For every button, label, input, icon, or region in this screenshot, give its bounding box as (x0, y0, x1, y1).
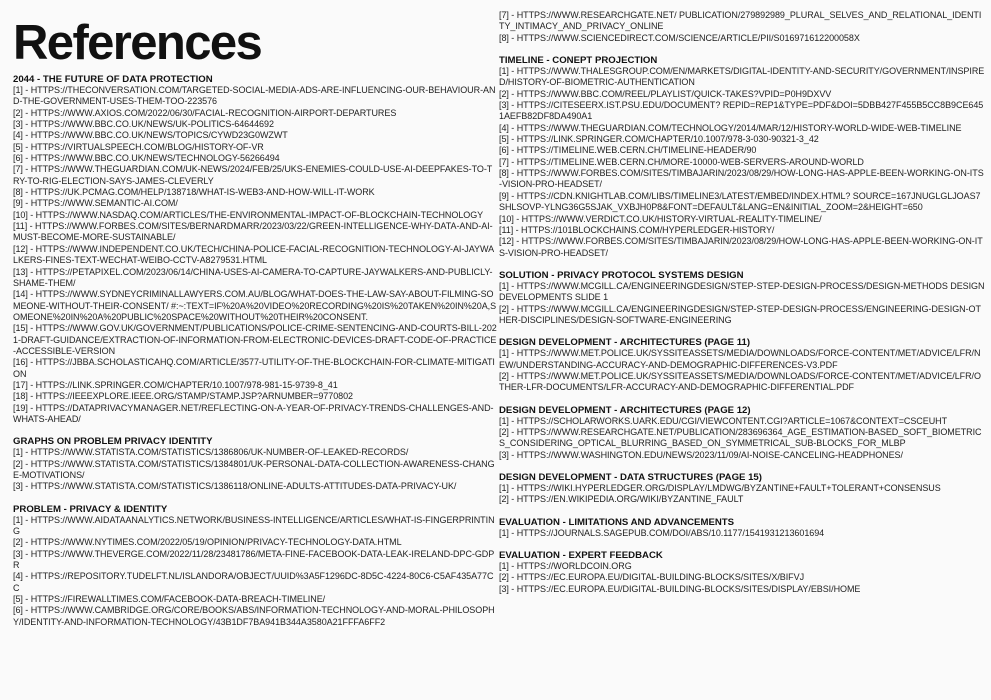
reference-section-design-development-architectures-page-12 (499, 405, 986, 461)
reference-list (499, 66, 986, 259)
section-heading: PROBLEM - PRIVACY & IDENTITY (13, 503, 168, 515)
reference-link[interactable]: [18] - HTTPS://IEEEXPLORE.IEEE.ORG/STAMP/STAMP.JSP?ARNUMBER=9770802 (13, 391, 354, 402)
reference-section-continued (499, 10, 986, 44)
reference-link[interactable]: [13] - HTTPS://PETAPIXEL.COM/2023/06/14/CHINA-USES-AI-CAMERA-TO-CAPTURE-JAYWALKERS-AND-PUBLICLY-SHAME-THEM/ (13, 266, 493, 288)
reference-list (499, 561, 986, 595)
reference-link[interactable]: [17] - HTTPS://LINK.SPRINGER.COM/CHAPTER/10.1007/978-981-15-9739-8_41 (13, 379, 338, 390)
reference-link[interactable]: [7] - HTTPS://WWW.THEGUARDIAN.COM/UK-NEWS/2024/FEB/25/UKS-ENEMIES-COULD-USE-AI-DEEPFAKES-TO-TRY-TO-RIG-ELECTION-SAYS-JAMES-CLEVERLY (13, 164, 493, 186)
reference-link[interactable]: [5] - HTTPS://VIRTUALSPEECH.COM/BLOG/HISTORY-OF-VR (13, 141, 264, 152)
reference-link[interactable]: [2] - HTTPS://WWW.NYTIMES.COM/2022/05/19/OPINION/PRIVACY-TECHNOLOGY-DATA.HTML (13, 537, 402, 548)
reference-link[interactable]: [6] - HTTPS://WWW.BBC.CO.UK/NEWS/TECHNOLOGY-56266494 (13, 153, 280, 164)
reference-link[interactable]: [1] - HTTPS://SCHOLARWORKS.UARK.EDU/CGI/VIEWCONTENT.CGI?ARTICLE=1067&CONTEXT=CSCEUHT (499, 415, 948, 426)
reference-link[interactable]: [3] - HTTPS://EC.EUROPA.EU/DIGITAL-BUILDING-BLOCKS/SITES/DISPLAY/EBSI/HOME (499, 583, 861, 594)
reference-link[interactable]: [8] - HTTPS://WWW.FORBES.COM/SITES/TIMBAJARIN/2023/08/29/HOW-LONG-HAS-APPLE-BEEN-WORKING-ON-ITS-VISION-PRO-HEADSET/ (499, 168, 984, 190)
reference-link[interactable]: [5] - HTTPS://LINK.SPRINGER.COM/CHAPTER/10.1007/978-3-030-90321-3_42 (499, 134, 819, 145)
reference-link[interactable]: [15] - HTTPS://WWW.GOV.UK/GOVERNMENT/PUBLICATIONS/POLICE-CRIME-SENTENCING-AND-COURTS-BILL-2021-DRAFT-GUIDANCE/EXTRACTION-OF-INFORMATION-FROM-ELECTRONIC-DEVICES-DRAFT-CODE-OF-PRACTICE-ACCESSIBLE-VERSION (13, 323, 497, 356)
section-heading: EVALUATION - LIMITATIONS AND ADVANCEMENTS (499, 516, 735, 528)
reference-link[interactable]: [19] - HTTPS://DATAPRIVACYMANAGER.NET/REFLECTING-ON-A-YEAR-OF-PRIVACY-TRENDS-CHALLENGES-AND-WHATS-AHEAD/ (13, 402, 494, 424)
reference-link[interactable]: [2] - HTTPS://WWW.AXIOS.COM/2022/06/30/FACIAL-RECOGNITION-AIRPORT-DEPARTURES (13, 107, 397, 118)
reference-section-graphs-on-problem-privacy-identity (13, 436, 497, 492)
reference-link[interactable]: [3] - HTTPS://WWW.WASHINGTON.EDU/NEWS/2023/11/09/AI-NOISE-CANCELING-HEADPHONES/ (499, 449, 903, 460)
reference-link[interactable]: [2] - HTTPS://EN.WIKIPEDIA.ORG/WIKI/BYZANTINE_FAULT (499, 494, 744, 505)
reference-link[interactable]: [6] - HTTPS://WWW.CAMBRIDGE.ORG/CORE/BOOKS/ABS/INFORMATION-TECHNOLOGY-AND-MORAL-PHILOSOPHY/IDENTITY-AND-INFORMATION-TECHNOLOGY/43B1DF7BA941B344A3580A21FFFA6FF2 (13, 605, 495, 627)
reference-link[interactable]: [1] - HTTPS://WWW.MCGILL.CA/ENGINEERINGDESIGN/STEP-STEP-DESIGN-PROCESS/DESIGN-METHODS DESIGN DEVELOPMENTS SLIDE 1 (499, 280, 985, 303)
reference-link[interactable]: [4] - HTTPS://WWW.THEGUARDIAN.COM/TECHNOLOGY/2014/MAR/12/HISTORY-WORLD-WIDE-WEB-TIMELINE (499, 122, 962, 133)
reference-section-design-development-architectures-page-11 (499, 337, 986, 393)
reference-link[interactable]: [7] - HTTPS://WWW.RESEARCHGATE.NET/ PUBLICATION/279892989_PLURAL_SELVES_AND_RELATIONAL_IDENTITY_INTIMACY_AND_PRIVACY_ONLINE (499, 10, 982, 32)
reference-list (499, 528, 986, 539)
reference-link[interactable]: [10] - HTTPS://WWW.VERDICT.CO.UK/HISTORY-VIRTUAL-REALITY-TIMELINE/ (499, 213, 822, 224)
reference-link[interactable]: [11] - HTTPS://101BLOCKCHAINS.COM/HYPERLEDGER-HISTORY/ (499, 224, 775, 235)
section-heading: EVALUATION - EXPERT FEEDBACK (499, 550, 663, 562)
reference-link[interactable]: [11] - HTTPS://WWW.FORBES.COM/SITES/BERNARDMARR/2023/03/22/GREEN-INTELLIGENCE-WHY-DATA-AND-AI-MUST-BECOME-MORE-SUSTAINABLE/ (13, 221, 493, 243)
reference-list (499, 416, 986, 461)
reference-link[interactable]: [2] - HTTPS://WWW.MCGILL.CA/ENGINEERINGDESIGN/STEP-STEP-DESIGN-PROCESS/ENGINEERING-DESIGN-OTHER-DISCIPLINES/DESIGN-SOFTWARE-ENGINEERING (499, 303, 981, 325)
reference-link[interactable]: [4] - HTTPS://REPOSITORY.TUDELFT.NL/ISLANDORA/OBJECT/UUID%3A5F1296DC-8D5C-4224-80C6-C5AF435A77CC (13, 571, 494, 593)
reference-link[interactable]: [7] - HTTPS://TIMELINE.WEB.CERN.CH/MORE-10000-WEB-SERVERS-AROUND-WORLD (499, 156, 864, 167)
reference-section-evaluation-limitations-and-advancements (499, 517, 986, 539)
reference-list (499, 483, 986, 506)
reference-section-solution-privacy-protocol-systems-design (499, 270, 986, 326)
reference-section-problem-privacy-identity (13, 504, 497, 628)
section-heading: DESIGN DEVELOPMENT - ARCHITECTURES (PAGE 12) (499, 404, 751, 416)
reference-link[interactable]: [3] - HTTPS://WWW.STATISTA.COM/STATISTICS/1386118/ONLINE-ADULTS-ATTITUDES-DATA-PRIVACY-UK/ (13, 481, 457, 492)
section-heading: DESIGN DEVELOPMENT - DATA STRUCTURES (PAGE 15) (499, 472, 762, 483)
reference-link[interactable]: [1] - HTTPS://WWW.STATISTA.COM/STATISTICS/1386806/UK-NUMBER-OF-LEAKED-RECORDS/ (13, 447, 409, 458)
section-heading: SOLUTION - PRIVACY PROTOCOL SYSTEMS DESIGN (499, 269, 744, 281)
reference-link[interactable]: [5] - HTTPS://FIREWALLTIMES.COM/FACEBOOK-DATA-BREACH-TIMELINE/ (13, 594, 326, 605)
reference-link[interactable]: [8] - HTTPS://WWW.SCIENCEDIRECT.COM/SCIENCE/ARTICLE/PII/S016971612200058X (499, 32, 860, 43)
reference-list (499, 348, 986, 393)
section-heading: TIMELINE - CONEPT PROJECTION (499, 55, 658, 67)
section-heading: GRAPHS ON PROBLEM PRIVACY IDENTITY (13, 436, 213, 448)
reference-link[interactable]: [1] - HTTPS://THECONVERSATION.COM/TARGETED-SOCIAL-MEDIA-ADS-ARE-INFLUENCING-OUR-BEHAVIOUR-AND-THE-GOVERNMENT-USES-THEM-TOO-223576 (13, 85, 496, 107)
reference-section-2044-the-future-of-data-protection (13, 74, 497, 425)
references-left-column (13, 0, 497, 639)
reference-link[interactable]: [2] - HTTPS://WWW.STATISTA.COM/STATISTICS/1384801/UK-PERSONAL-DATA-COLLECTION-AWARENESS-CHANGE-MOTIVATIONS/ (13, 458, 495, 480)
references-right-column (499, 0, 986, 606)
reference-link[interactable]: [2] - HTTPS://WWW.MET.POLICE.UK/SYSSITEASSETS/MEDIA/DOWNLOADS/FORCE-CONTENT/MET/ADVICE/LFR/OTHER-LFR-DOCUMENTS/LFR-ACCURACY-AND-DEMOGRAPHIC-DIFFERENTIAL.PDF (499, 370, 981, 393)
reference-link[interactable]: [3] - HTTPS://WWW.THEVERGE.COM/2022/11/28/23481786/META-FINE-FACEBOOK-DATA-LEAK-IRELAND-DPC-GDPR (13, 548, 495, 571)
reference-link[interactable]: [1] - HTTPS://WIKI.HYPERLEDGER.ORG/DISPLAY/LMDWG/BYZANTINE+FAULT+TOLERANT+CONSENSUS (499, 483, 941, 493)
reference-link[interactable]: [1] - HTTPS://JOURNALS.SAGEPUB.COM/DOI/ABS/10.1177/1541931213601694 (499, 527, 825, 538)
reference-section-design-development-data-structures-page-15 (499, 472, 986, 506)
reference-list (499, 10, 986, 44)
reference-section-timeline-conept-projection (499, 55, 986, 259)
reference-section-evaluation-expert-feedback (499, 550, 986, 595)
section-heading: 2044 - THE FUTURE OF DATA PROTECTION (13, 74, 213, 85)
reference-link[interactable]: [2] - HTTPS://EC.EUROPA.EU/DIGITAL-BUILDING-BLOCKS/SITES/X/BIFVJ (499, 572, 805, 583)
reference-link[interactable]: [14] - HTTPS://WWW.SYDNEYCRIMINALLAWYERS.COM.AU/BLOG/WHAT-DOES-THE-LAW-SAY-ABOUT-FILMING-SOMEONE-WITHOUT-THEIR-CONSENT/ #:~:TEXT=IF%20A%20VIDEO%20RECORDING%20IS%20TAKEN%20IN%20A,SOMEONE%20IN%20A%20PUBLIC%20SPACE%20WITHOUT%20THEIR%20CONSENT. (13, 289, 497, 322)
reference-link[interactable]: [9] - HTTPS://WWW.SEMANTIC-AI.COM/ (13, 198, 178, 209)
reference-link[interactable]: [6] - HTTPS://TIMELINE.WEB.CERN.CH/TIMELINE-HEADER/90 (499, 145, 757, 156)
reference-link[interactable]: [12] - HTTPS://WWW.INDEPENDENT.CO.UK/TECH/CHINA-POLICE-FACIAL-RECOGNITION-TECHNOLOGY-AI-JAYWALKERS-FINES-TEXT-WECHAT-WEIBO-CCTV-A8279531.HTML (13, 243, 495, 266)
reference-list (499, 281, 986, 326)
reference-link[interactable]: [1] - HTTPS://WORLDCOIN.ORG (499, 561, 632, 572)
reference-link[interactable]: [1] - HTTPS://WWW.MET.POLICE.UK/SYSSITEASSETS/MEDIA/DOWNLOADS/FORCE-CONTENT/MET/ADVICE/LFR/NEW/UNDERSTANDING-ACCURACY-AND-DEMOGRAPHIC-DIFFERENCES-V3.PDF (499, 348, 981, 370)
reference-link[interactable]: [1] - HTTPS://WWW.THALESGROUP.COM/EN/MARKETS/DIGITAL-IDENTITY-AND-SECURITY/GOVERNMENT/INSPIRED/HISTORY-OF-BIOMETRIC-AUTHENTICATION (499, 66, 985, 88)
page-title: References (13, 16, 262, 70)
reference-link[interactable]: [12] - HTTPS://WWW.FORBES.COM/SITES/TIMBAJARIN/2023/08/29/HOW-LONG-HAS-APPLE-BEEN-WORKING-ON-ITS-VISION-PRO-HEADSET/ (499, 236, 983, 258)
reference-link[interactable]: [9] - HTTPS://CDN.KNIGHTLAB.COM/LIBS/TIMELINE3/LATEST/EMBED/INDEX.HTML? SOURCE=167JNUGLGLJOAS7SHLSOVP-YLNG36G5SJAK_VXBJH0P8&FONT=DEFAULT&LANG=EN&INITIAL_ZOOM=2&HEIGHT=650 (499, 190, 981, 213)
reference-link[interactable]: [3] - HTTPS://CITESEERX.IST.PSU.EDU/DOCUMENT? REPID=REP1&TYPE=PDF&DOI=5DBB427F455B5CC8B9CE6451AEFB82DF8DA490A1 (499, 100, 984, 122)
reference-link[interactable]: [1] - HTTPS://WWW.AIDATAANALYTICS.NETWORK/BUSINESS-INTELLIGENCE/ARTICLES/WHAT-IS-FINGERPRINTING (13, 514, 495, 537)
reference-list (13, 447, 497, 492)
reference-link[interactable]: [4] - HTTPS://WWW.BBC.CO.UK/NEWS/TOPICS/CYWD23G0WZWT (13, 130, 288, 141)
reference-list (13, 515, 497, 628)
reference-link[interactable]: [16] - HTTPS://JBBA.SCHOLASTICAHQ.COM/ARTICLE/3577-UTILITY-OF-THE-BLOCKCHAIN-FOR-CLIMATE-MITIGATION (13, 357, 495, 379)
reference-link[interactable]: [3] - HTTPS://WWW.BBC.CO.UK/NEWS/UK-POLITICS-64644692 (13, 119, 274, 130)
reference-link[interactable]: [10] - HTTPS://WWW.NASDAQ.COM/ARTICLES/THE-ENVIRONMENTAL-IMPACT-OF-BLOCKCHAIN-TECHNOLOGY (13, 209, 484, 220)
section-heading: DESIGN DEVELOPMENT - ARCHITECTURES (PAGE 11) (499, 337, 751, 349)
reference-list (13, 85, 497, 425)
reference-link[interactable]: [2] - HTTPS://WWW.RESEARCHGATE.NET/PUBLICATION/283696364_AGE_ESTIMATION-BASED_SOFT_BIOMETRICS_CONSIDERING_OPTICAL_BLURRING_BASED_ON_SYMMETRICAL_SUB-BLOCKS_FOR_MLBP (499, 426, 982, 449)
reference-link[interactable]: [8] - HTTPS://UK.PCMAG.COM/HELP/138718/WHAT-IS-WEB3-AND-HOW-WILL-IT-WORK (13, 187, 375, 198)
reference-link[interactable]: [2] - HTTPS://WWW.BBC.COM/REEL/PLAYLIST/QUICK-TAKES?VPID=P0H9DXVV (499, 88, 832, 99)
